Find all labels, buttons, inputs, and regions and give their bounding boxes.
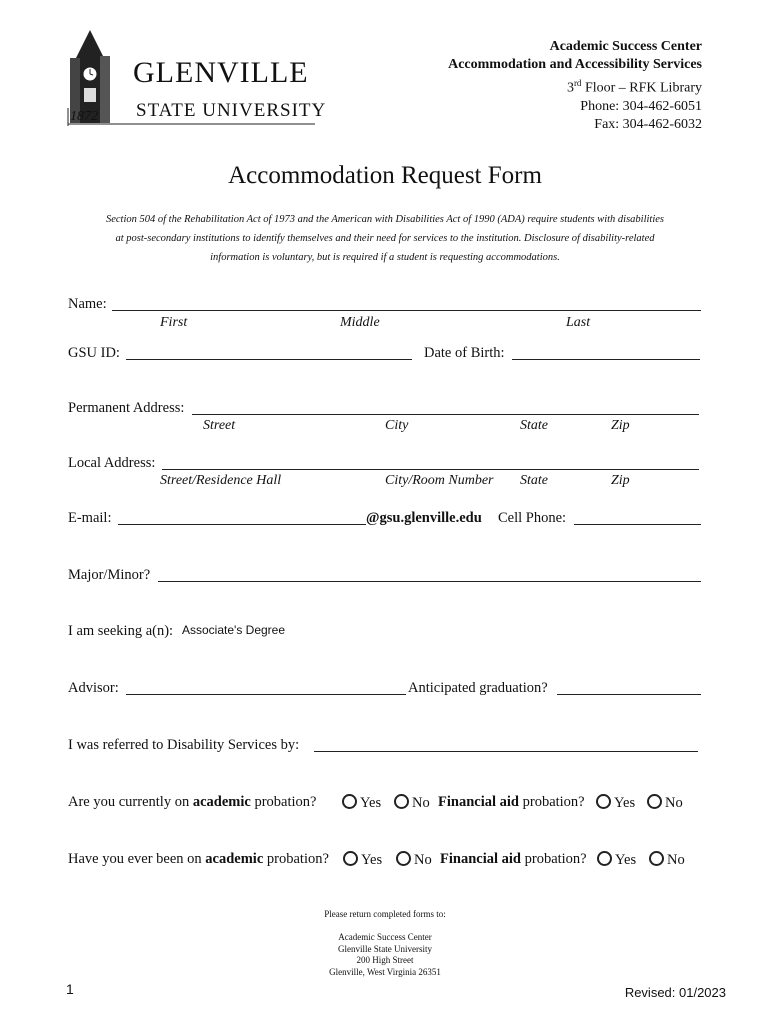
major-minor-label: Major/Minor? (68, 567, 151, 583)
name-first-caption: First (160, 315, 188, 330)
form-title: Accommodation Request Form (228, 162, 542, 189)
radio-icon (342, 794, 357, 809)
permanent-address-label: Permanent Address: (68, 400, 185, 416)
current-academic-yes[interactable]: Yes (342, 794, 381, 812)
ever-financial-question: Financial aid probation? (440, 851, 587, 867)
email-field[interactable] (118, 524, 366, 525)
radio-icon (394, 794, 409, 809)
cell-phone-field[interactable] (574, 524, 701, 525)
current-probation-question: Are you currently on academic probation? (68, 794, 317, 810)
return-address-line-3: 200 High Street (356, 955, 414, 965)
dob-field[interactable] (512, 359, 700, 360)
ever-academic-yes[interactable]: Yes (343, 851, 382, 869)
return-address (0, 932, 770, 978)
local-state-caption: State (520, 473, 548, 488)
email-domain: @gsu.glenville.edu (366, 510, 482, 526)
intro-line-3: information is voluntary, but is required if a student is requesting accommodations. (210, 252, 560, 263)
name-label: Name: (68, 296, 107, 312)
intro-text (60, 210, 710, 267)
intro-line-1: Section 504 of the Rehabilitation Act of 1973 and the American with Disabilities Act of 1990 (ADA) require students with disabilities (105, 214, 664, 225)
local-street-caption: Street/Residence Hall (160, 473, 282, 488)
anticipated-graduation-field[interactable] (557, 694, 701, 695)
perm-street-caption: Street (203, 418, 236, 433)
name-middle-caption: Middle (340, 315, 380, 330)
ever-financial-no[interactable]: No (649, 851, 685, 869)
logo-name-line1: GLENVILLE (133, 56, 309, 89)
contact-center: Academic Success Center (549, 39, 702, 54)
return-address-line-4: Glenville, West Virginia 26351 (329, 966, 441, 977)
revised-date: Revised: 01/2023 (624, 985, 726, 1000)
perm-city-caption: City (385, 418, 409, 433)
radio-icon (597, 851, 612, 866)
radio-icon (343, 851, 358, 866)
current-academic-no[interactable]: No (394, 794, 430, 812)
anticipated-graduation-label: Anticipated graduation? (408, 680, 548, 696)
radio-icon (647, 794, 662, 809)
current-financial-no[interactable]: No (647, 794, 683, 812)
ever-academic-no[interactable]: No (396, 851, 432, 869)
email-label: E-mail: (68, 510, 112, 526)
contact-block (448, 38, 702, 134)
perm-zip-caption: Zip (611, 418, 630, 433)
return-instructions: Please return completed forms to: (324, 909, 446, 919)
contact-location: 3rd Floor – RFK Library (566, 78, 702, 96)
advisor-field[interactable] (126, 694, 406, 695)
name-last-caption: Last (566, 315, 591, 330)
degree-select[interactable]: Associate's Degree (182, 623, 286, 637)
gsu-id-field[interactable] (126, 359, 412, 360)
intro-line-2: at post-secondary institutions to identify themselves and their need for services to the institution. Disclosure of disability-related (115, 233, 655, 244)
radio-icon (396, 851, 411, 866)
referred-label: I was referred to Disability Services by: (68, 737, 300, 753)
contact-fax: Fax: 304-462-6032 (594, 116, 702, 132)
local-address-label: Local Address: (68, 455, 156, 471)
radio-icon (649, 851, 664, 866)
local-address-field[interactable] (162, 469, 699, 470)
logo-name-line2: STATE UNIVERSITY (136, 100, 327, 121)
gsu-id-label: GSU ID: (68, 345, 120, 361)
return-address-line-2: Glenville State University (338, 943, 432, 954)
advisor-label: Advisor: (68, 680, 119, 696)
seeking-label: I am seeking a(n): (68, 623, 174, 639)
cell-phone-label: Cell Phone: (498, 510, 567, 526)
referred-field[interactable] (314, 751, 698, 752)
return-address-line-1: Academic Success Center (338, 932, 432, 942)
local-city-caption: City/Room Number (385, 473, 494, 488)
logo-year: 1872 (70, 109, 98, 124)
dob-label: Date of Birth: (424, 345, 505, 361)
current-financial-question: Financial aid probation? (438, 794, 585, 810)
major-minor-field[interactable] (158, 581, 701, 582)
local-zip-caption: Zip (611, 473, 630, 488)
contact-office: Accommodation and Accessibility Services (448, 57, 702, 72)
contact-phone: Phone: 304-462-6051 (580, 98, 702, 114)
page-number: 1 (66, 981, 74, 997)
ever-financial-yes[interactable]: Yes (597, 851, 636, 869)
current-financial-yes[interactable]: Yes (596, 794, 635, 812)
perm-state-caption: State (520, 418, 548, 433)
name-field[interactable] (112, 310, 701, 311)
ever-probation-question: Have you ever been on academic probation? (68, 851, 329, 867)
permanent-address-field[interactable] (192, 414, 699, 415)
radio-icon (596, 794, 611, 809)
